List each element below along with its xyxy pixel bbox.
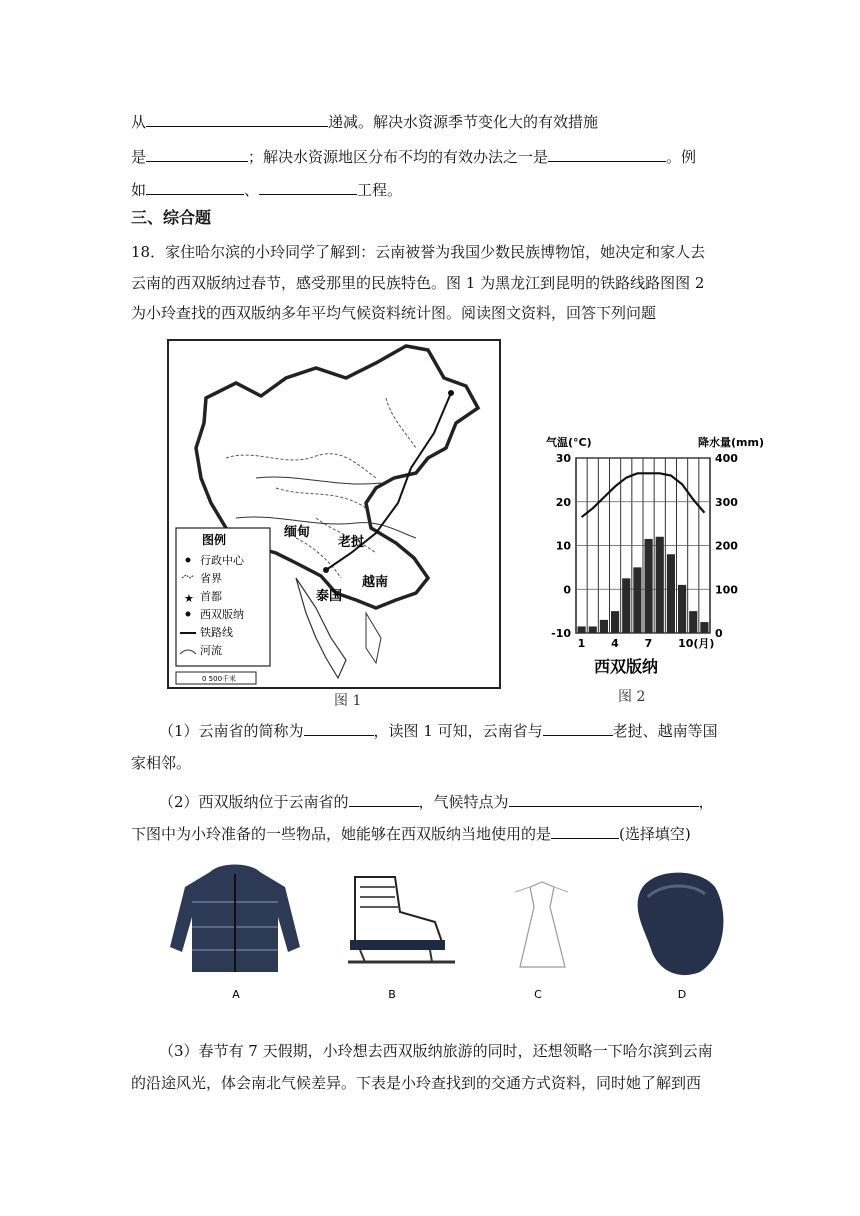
legend-item: 首都 — [200, 590, 222, 603]
label-vietnam: 越南 — [362, 575, 389, 590]
figure-2-caption: 图 2 — [618, 689, 646, 705]
text: （1）云南省的简称为 — [159, 722, 304, 740]
answer-blank[interactable] — [146, 110, 328, 127]
svg-text:★: ★ — [184, 592, 194, 605]
text: 、 — [244, 181, 260, 199]
fill-line-3 — [131, 178, 402, 201]
q2-line-1 — [159, 790, 714, 813]
text: 。例 — [666, 148, 697, 166]
label-thailand: 泰国 — [316, 589, 343, 604]
precipitation-bar — [645, 539, 653, 633]
down-jacket-icon — [170, 865, 300, 973]
q18-line-1: 18．家住哈尔滨的小玲同学了解到：云南被誉为我国少数民族博物馆，她决定和家人去 — [131, 243, 706, 261]
figure-1-caption: 图 1 — [334, 693, 362, 709]
text: 下图中为小玲准备的一些物品，她能够在西双版纳当地使用的是 — [131, 825, 552, 843]
legend-item: 河流 — [200, 644, 222, 657]
fill-line-1 — [131, 110, 598, 133]
precipitation-bar — [678, 585, 686, 633]
answer-blank[interactable] — [349, 790, 419, 807]
x-tick: 10(月) — [678, 637, 715, 650]
answer-blank[interactable] — [551, 822, 619, 839]
items-svg — [170, 862, 730, 1012]
climate-chart-svg — [538, 430, 768, 680]
china-map-image — [166, 338, 502, 694]
x-tick: 4 — [611, 637, 619, 650]
answer-blank[interactable] — [304, 719, 374, 736]
precipitation-bar — [578, 626, 586, 633]
text: ， — [698, 793, 714, 811]
q1-line-1 — [159, 719, 718, 742]
q3-line-1: （3）春节有 7 天假期，小玲想去西双版纳旅游的同时，还想领略一下哈尔滨到云南 — [159, 1042, 713, 1060]
dress-icon — [515, 882, 568, 967]
chart-title: 西双版纳 — [594, 657, 659, 676]
section-title: 三、综合题 — [131, 208, 212, 227]
item-label-a: A — [232, 988, 240, 1001]
x-tick: 7 — [644, 637, 653, 650]
text: 是 — [131, 148, 147, 166]
map-scale: 0 500千米 — [202, 675, 237, 683]
text: （2）西双版纳位于云南省的 — [159, 793, 349, 811]
q1-line-2: 家相邻。 — [131, 754, 192, 772]
text: ，气候特点为 — [418, 793, 509, 811]
precipitation-bar — [600, 620, 608, 633]
fur-hat-icon — [638, 873, 724, 975]
legend-item: 行政中心 — [200, 554, 244, 567]
q18-line-3: 为小玲查找的西双版纳多年平均气候资料统计图。阅读图文资料，回答下列问题 — [131, 304, 657, 322]
answer-blank[interactable] — [146, 145, 248, 162]
precipitation-bar — [700, 622, 708, 633]
text: ，读图 1 可知，云南省与 — [373, 722, 543, 740]
item-label-b: B — [388, 988, 396, 1001]
answer-blank[interactable] — [509, 790, 699, 807]
answer-blank[interactable] — [146, 178, 244, 195]
item-label-d: D — [677, 988, 687, 1001]
text: 递减。解决水资源季节变化大的有效措施 — [328, 113, 599, 131]
text: ；解决水资源地区分布不均的有效办法之一是 — [248, 148, 549, 166]
q18-line-2: 云南的西双版纳过春节，感受那里的民族特色。图 1 为黑龙江到昆明的铁路线路图图 2 — [131, 274, 705, 292]
climate-chart — [538, 430, 768, 680]
precipitation-bar — [689, 611, 697, 633]
y-left-tick: 10 — [555, 539, 571, 553]
y-left-tick: -10 — [551, 627, 571, 640]
legend-item: 西双版纳 — [200, 608, 244, 621]
precipitation-bar — [633, 567, 641, 633]
y-left-tick: 30 — [555, 452, 571, 465]
y-right-label: 降水量(mm) — [698, 436, 764, 449]
legend-item: 铁路线 — [200, 626, 233, 639]
y-right-tick: 0 — [715, 627, 723, 640]
x-tick: 1 — [577, 637, 586, 650]
answer-blank[interactable] — [548, 145, 666, 162]
precipitation-bar — [656, 537, 664, 633]
precipitation-bar — [667, 554, 675, 633]
q2-line-2 — [131, 822, 691, 845]
y-right-tick: 300 — [715, 495, 738, 509]
y-left-tick: 0 — [563, 583, 571, 597]
ice-skate-icon — [348, 877, 455, 962]
y-left-label: 气温(°C) — [546, 436, 592, 449]
text: 如 — [131, 181, 147, 199]
q3-line-2: 的沿途风光，体会南北气候差异。下表是小玲查找到的交通方式资料，同时她了解到西 — [131, 1074, 702, 1092]
text: 工程。 — [357, 181, 403, 199]
text: (选择填空) — [619, 825, 691, 843]
y-right-tick: 400 — [715, 452, 738, 465]
item-label-c: C — [534, 988, 542, 1001]
legend-item: 省界 — [200, 572, 222, 585]
y-right-tick: 100 — [715, 583, 738, 597]
items-figure — [170, 862, 730, 1012]
label-myanmar: 缅甸 — [284, 525, 311, 540]
y-right-tick: 200 — [715, 539, 738, 553]
legend-title: 图例 — [202, 533, 227, 547]
y-left-tick: 20 — [555, 495, 571, 509]
precipitation-bar — [611, 611, 619, 633]
label-laos: 老挝 — [338, 535, 365, 550]
text: 从 — [131, 113, 147, 131]
precipitation-bar — [622, 578, 630, 633]
fill-line-2 — [131, 145, 696, 168]
answer-blank[interactable] — [259, 178, 357, 195]
text: 老挝、越南等国 — [612, 722, 718, 740]
railway-map-figure — [166, 338, 502, 694]
precipitation-bar — [589, 626, 597, 633]
answer-blank[interactable] — [543, 719, 613, 736]
